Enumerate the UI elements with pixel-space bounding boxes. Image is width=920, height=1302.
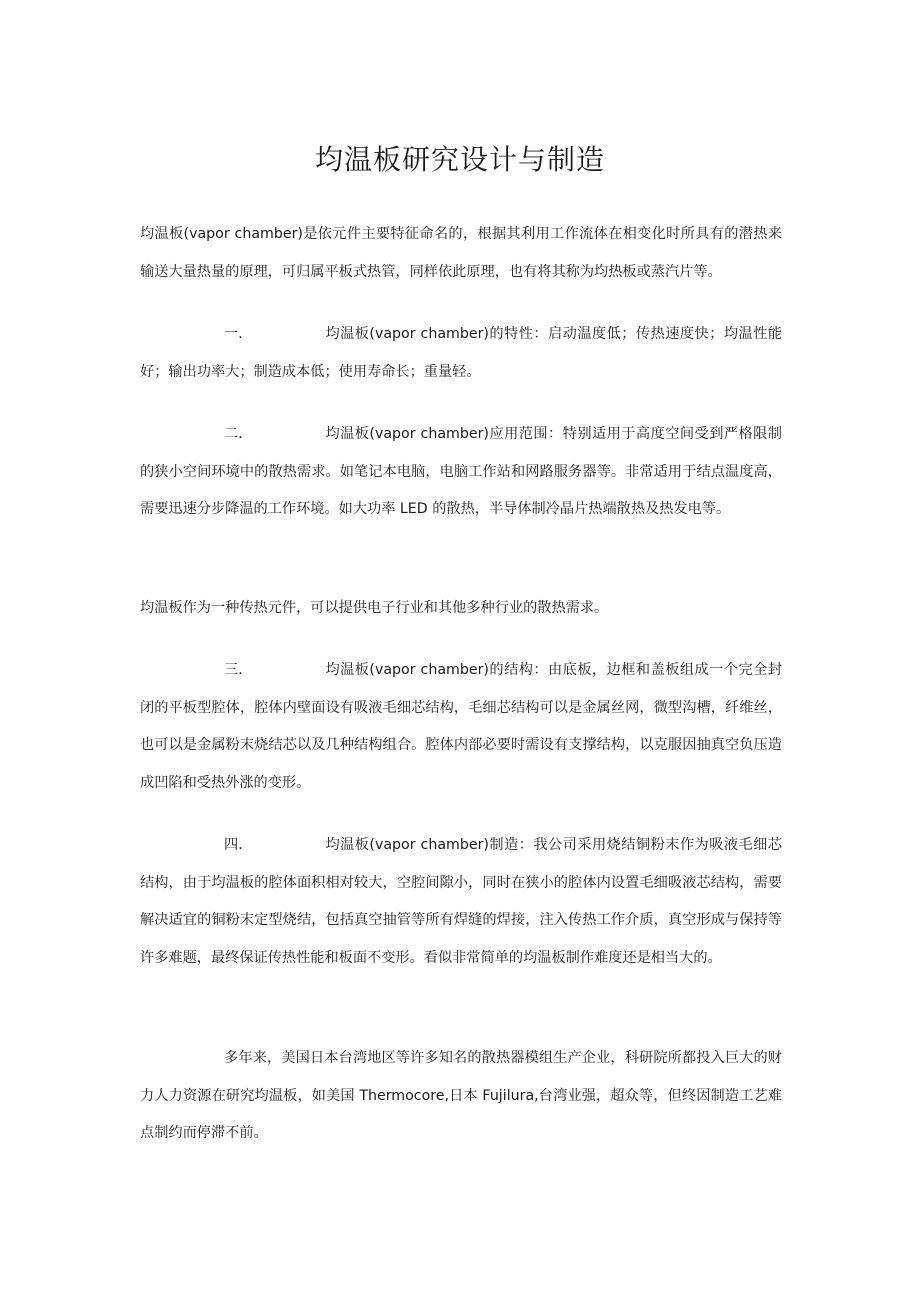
closing-text: 多年来，美国日本台湾地区等许多知名的散热器模组生产企业，科研院所都投入巨大的财力人力资源在研究均温板，如美国 Thermocore,日本 Fujilura,台湾业强，超众等，但终因制造工艺难点制约而停滞不前。 xyxy=(140,1050,782,1141)
section-text: 均温板(vapor chamber)应用范围：特别适用于高度空间受到严格限制的狭小空间环境中的散热需求。如笔记本电脑，电脑工作站和网路服务器等。非常适用于结点温度高，需要迅速分步降温的工作环境。如大功率 LED 的散热，半导体制冷晶片热端散热及热发电等。 xyxy=(140,426,782,517)
section-characteristics xyxy=(140,316,782,391)
section-text: 均温板(vapor chamber)制造：我公司采用烧结铜粉末作为吸液毛细芯结构，由于均温板的腔体面积相对较大，空腔间隙小，同时在狭小的腔体内设置毛细吸液芯结构，需要解决适宜的铜粉末定型烧结，包括真空抽管等所有焊缝的焊接，注入传热工作介质，真空形成与保持等许多难题，最终保证传热性能和板面不变形。看似非常简单的均温板制作难度还是相当大的。 xyxy=(140,837,782,966)
section-manufacturing xyxy=(140,827,782,977)
closing-paragraph xyxy=(140,1040,782,1153)
section-text: 均温板(vapor chamber)的特性：启动温度低；传热速度快；均温性能好；输出功率大；制造成本低；使用寿命长；重量轻。 xyxy=(140,326,782,380)
section-applications xyxy=(140,416,782,529)
section-number: 二． xyxy=(224,426,253,442)
section-number: 一． xyxy=(224,326,253,342)
intro-paragraph: 均温板(vapor chamber)是依元件主要特征命名的，根据其利用工作流体在相变化时所具有的潜热来输送大量热量的原理，可归属平板式热管，同样依此原理，也有将其称为均热板或蒸汽片等。 xyxy=(140,226,782,280)
section-number: 三． xyxy=(224,662,253,678)
section-text: 均温板(vapor chamber)的结构：由底板，边框和盖板组成一个完全封闭的平板型腔体，腔体内壁面设有吸液毛细芯结构，毛细芯结构可以是金属丝网，微型沟槽，纤维丝，也可以是金属粉末烧结芯以及几种结构组合。腔体内部必要时需设有支撑结构，以克服因抽真空负压造成凹陷和受热外涨的变形。 xyxy=(140,662,782,791)
section-structure xyxy=(140,652,782,802)
page-title: 均温板研究设计与制造 xyxy=(314,143,605,176)
section-number: 四． xyxy=(224,837,253,853)
note-paragraph: 均温板作为一种传热元件，可以提供电子行业和其他多种行业的散热需求。 xyxy=(140,600,609,616)
